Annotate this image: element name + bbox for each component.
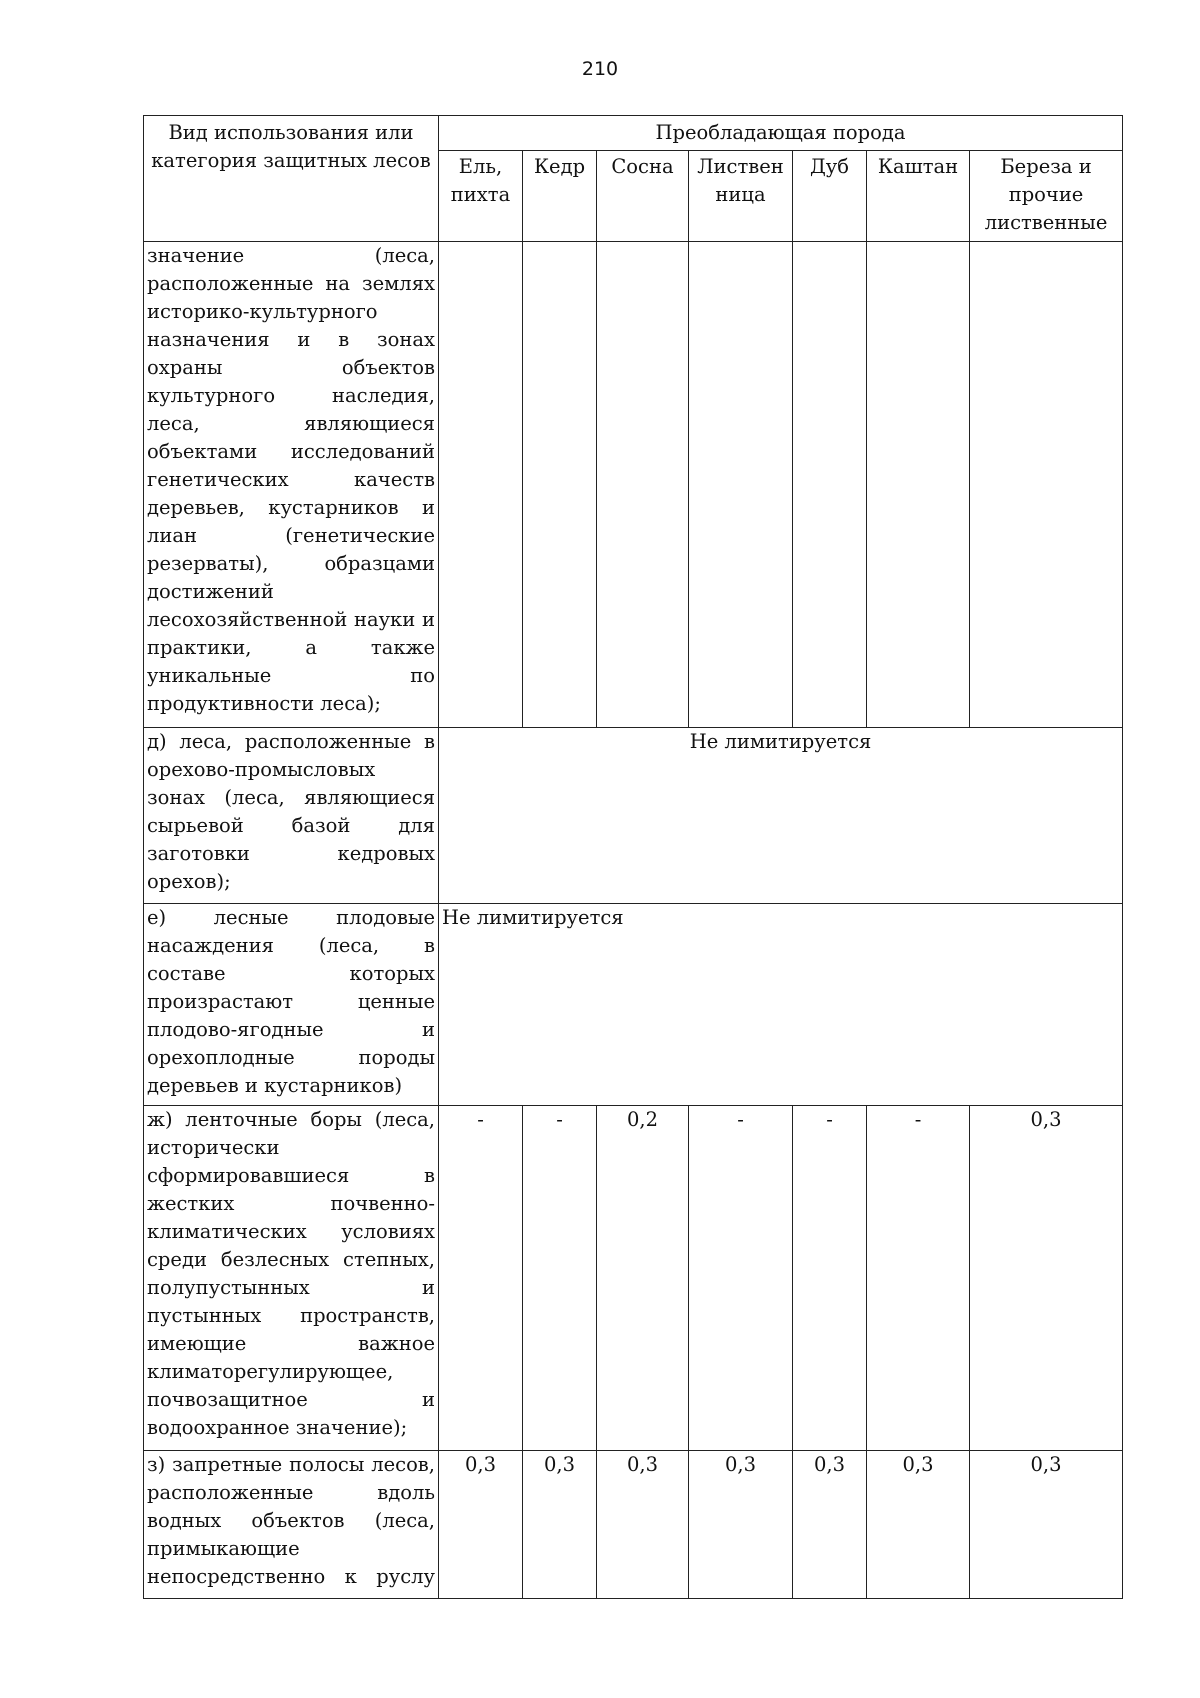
header-species: Дуб <box>793 151 867 242</box>
value-cell: 0,3 <box>970 1106 1123 1451</box>
value-cell: 0,2 <box>597 1106 689 1451</box>
value-cell: 0,3 <box>597 1451 689 1599</box>
value-cell: 0,3 <box>970 1451 1123 1599</box>
table-row <box>144 242 1123 728</box>
value-cell: 0,3 <box>689 1451 793 1599</box>
row-label: ж) ленточные боры (леса, исторически сформировавшиеся в жестких почвенно-климатических условиях среди безлесных степных, полупустынных и пустынных пространств, имеющие важное климаторегулирующее, почвозащитное и водоохранное значение); <box>144 1106 439 1451</box>
value-cell <box>970 242 1123 728</box>
value-cell: 0,3 <box>523 1451 597 1599</box>
header-species: Каштан <box>867 151 970 242</box>
rates-table <box>143 115 1123 1599</box>
row-label: е) лесные плодовые насаждения (леса, в составе которых произрастают ценные плодово-ягодные и орехоплодные породы деревьев и кустарников) <box>144 904 439 1106</box>
value-cell: 0,3 <box>439 1451 523 1599</box>
header-species: Кедр <box>523 151 597 242</box>
header-row-1 <box>144 116 1123 151</box>
row-label: з) запретные полосы лесов, расположенные вдоль водных объектов (леса, примыкающие непосредственно к руслу <box>144 1451 439 1599</box>
value-cell: - <box>793 1106 867 1451</box>
value-cell: - <box>867 1106 970 1451</box>
header-species: Сосна <box>597 151 689 242</box>
header-species: Ель, пихта <box>439 151 523 242</box>
value-cell <box>793 242 867 728</box>
table-row <box>144 1451 1123 1599</box>
row-label: значение (леса, расположенные на землях историко-культурного назначения и в зонах охраны объектов культурного наследия, леса, являющиеся объектами исследований генетических качеств деревьев, кустарников и лиан (генетические резерваты), образцами достижений лесохозяйственной науки и практики, а также уникальные по продуктивности леса); <box>144 242 439 728</box>
header-species-group: Преобладающая порода <box>439 116 1123 151</box>
header-category: Вид использования или категория защитных лесов <box>144 116 439 242</box>
value-cell <box>439 242 523 728</box>
value-cell <box>867 242 970 728</box>
value-cell: - <box>523 1106 597 1451</box>
row-label: д) леса, расположенные в орехово-промысловых зонах (леса, являющиеся сырьевой базой для заготовки кедровых орехов); <box>144 728 439 904</box>
header-species: Листвен ница <box>689 151 793 242</box>
value-cell <box>523 242 597 728</box>
value-cell: - <box>439 1106 523 1451</box>
value-cell <box>597 242 689 728</box>
value-cell: 0,3 <box>867 1451 970 1599</box>
table-row <box>144 904 1123 1106</box>
not-limited-note: Не лимитируется <box>439 728 1123 904</box>
value-cell: 0,3 <box>793 1451 867 1599</box>
value-cell <box>689 242 793 728</box>
header-species: Береза и прочие лиственные <box>970 151 1123 242</box>
value-cell: - <box>689 1106 793 1451</box>
not-limited-note: Не лимитируется <box>439 904 1123 1106</box>
page-number: 210 <box>581 58 619 80</box>
table-row <box>144 728 1123 904</box>
table-row <box>144 1106 1123 1451</box>
